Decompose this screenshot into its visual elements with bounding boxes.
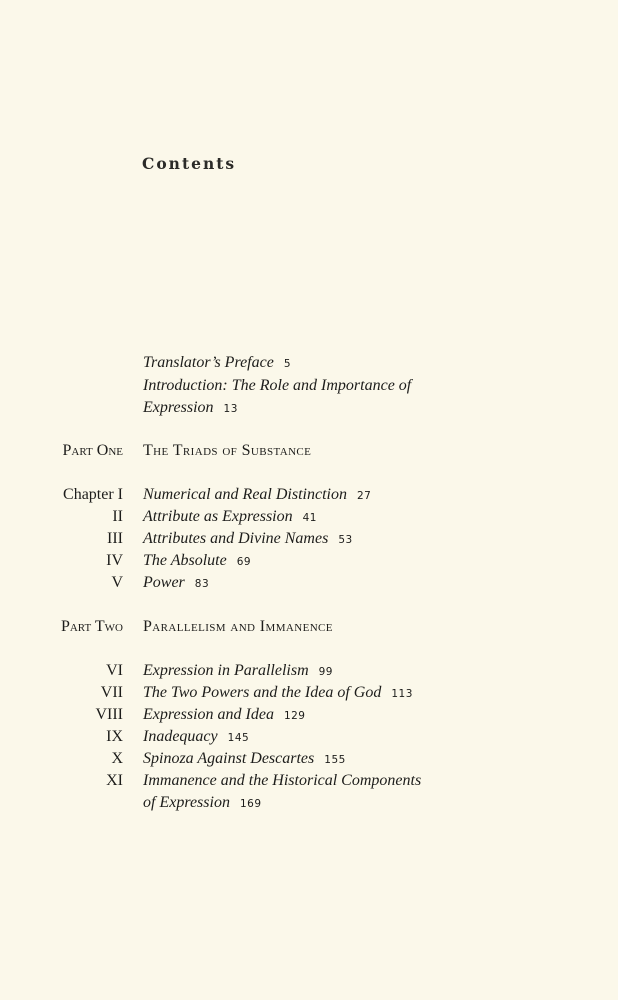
- toc-chapter-row[interactable]: [0, 748, 618, 770]
- page-number: 155: [324, 754, 346, 766]
- chapter-entry: [143, 484, 371, 507]
- chapter-title: The Absolute: [143, 552, 227, 569]
- chapter-number: III: [107, 530, 123, 547]
- toc-chapter-row[interactable]: [0, 726, 618, 748]
- chapter-title: Expression and Idea: [143, 706, 274, 723]
- part-title[interactable]: The Triads of Substance: [143, 442, 312, 459]
- page-number: 13: [223, 403, 238, 415]
- chapter-number: VI: [106, 662, 123, 679]
- part-label: Part One: [62, 442, 123, 459]
- chapter-entry: [143, 682, 413, 705]
- chapter-title-continued: of Expression: [143, 794, 230, 811]
- chapter-entry: [143, 550, 251, 573]
- chapter-entry: [143, 572, 209, 595]
- part-title[interactable]: Parallelism and Immanence: [143, 618, 333, 635]
- page-number: 53: [338, 534, 353, 546]
- chapter-entry: [143, 770, 421, 792]
- chapter-number: IV: [106, 552, 123, 569]
- toc-chapter-row[interactable]: [0, 484, 618, 506]
- page-number: 129: [283, 710, 306, 722]
- chapter-number: VIII: [95, 706, 123, 723]
- chapter-entry: [143, 726, 249, 749]
- page-number: 145: [227, 732, 250, 744]
- chapter-number: X: [111, 750, 123, 767]
- page-number: 113: [391, 688, 413, 700]
- chapter-title: Inadequacy: [143, 728, 218, 745]
- toc-chapter-row[interactable]: [0, 682, 618, 704]
- chapter-number: Chapter I: [63, 486, 123, 503]
- part-heading-one: [0, 440, 618, 462]
- toc-chapter-row[interactable]: [0, 550, 618, 572]
- chapter-entry: [143, 528, 353, 551]
- chapter-number: V: [111, 574, 123, 591]
- chapter-number: IX: [106, 728, 123, 745]
- chapter-number: II: [112, 508, 123, 525]
- chapter-title: The Two Powers and the Idea of God: [143, 684, 382, 701]
- chapter-list-part-one: [0, 484, 618, 594]
- chapter-list-part-two: [0, 660, 618, 814]
- entry-title: Translator’s Preface: [143, 354, 274, 371]
- toc-entry-introduction-continued[interactable]: [143, 397, 563, 420]
- page-title: Contents: [142, 154, 237, 173]
- chapter-entry: [143, 506, 317, 529]
- page-number: 83: [194, 578, 210, 590]
- chapter-title: Power: [143, 574, 185, 591]
- entry-title: Introduction: The Role and Importance of: [143, 377, 412, 394]
- chapter-entry: [143, 748, 346, 771]
- entry-title-continued: Expression: [143, 399, 214, 416]
- page-number: 69: [236, 556, 252, 568]
- toc-entry-translators-preface[interactable]: [143, 352, 563, 375]
- chapter-entry: [143, 704, 305, 727]
- chapter-number: XI: [106, 772, 123, 789]
- toc-chapter-row[interactable]: [0, 704, 618, 726]
- chapter-number: VII: [100, 684, 123, 701]
- toc-chapter-row-continued[interactable]: [0, 792, 618, 814]
- part-heading-two: [0, 616, 618, 638]
- page-number: 169: [239, 798, 262, 810]
- page-number: 27: [356, 490, 372, 502]
- page-number: 99: [318, 666, 333, 678]
- chapter-entry-continued: [143, 792, 262, 815]
- toc-chapter-row[interactable]: [0, 660, 618, 682]
- chapter-entry: [143, 660, 333, 683]
- page-number: 5: [283, 358, 292, 370]
- chapter-title: Attribute as Expression: [143, 508, 293, 525]
- toc-entry-introduction[interactable]: [143, 375, 563, 397]
- toc-chapter-row[interactable]: [0, 572, 618, 594]
- chapter-title: Attributes and Divine Names: [143, 530, 329, 547]
- front-matter: [143, 352, 563, 420]
- toc-chapter-row[interactable]: [0, 506, 618, 528]
- page-number: 41: [302, 512, 317, 524]
- chapter-title: Spinoza Against Descartes: [143, 750, 315, 767]
- toc-chapter-row[interactable]: [0, 770, 618, 792]
- toc-chapter-row[interactable]: [0, 528, 618, 550]
- part-label: Part Two: [60, 618, 123, 635]
- chapter-title: Numerical and Real Distinction: [143, 486, 347, 503]
- chapter-title: Expression in Parallelism: [143, 662, 309, 679]
- chapter-title: Immanence and the Historical Components: [143, 772, 422, 789]
